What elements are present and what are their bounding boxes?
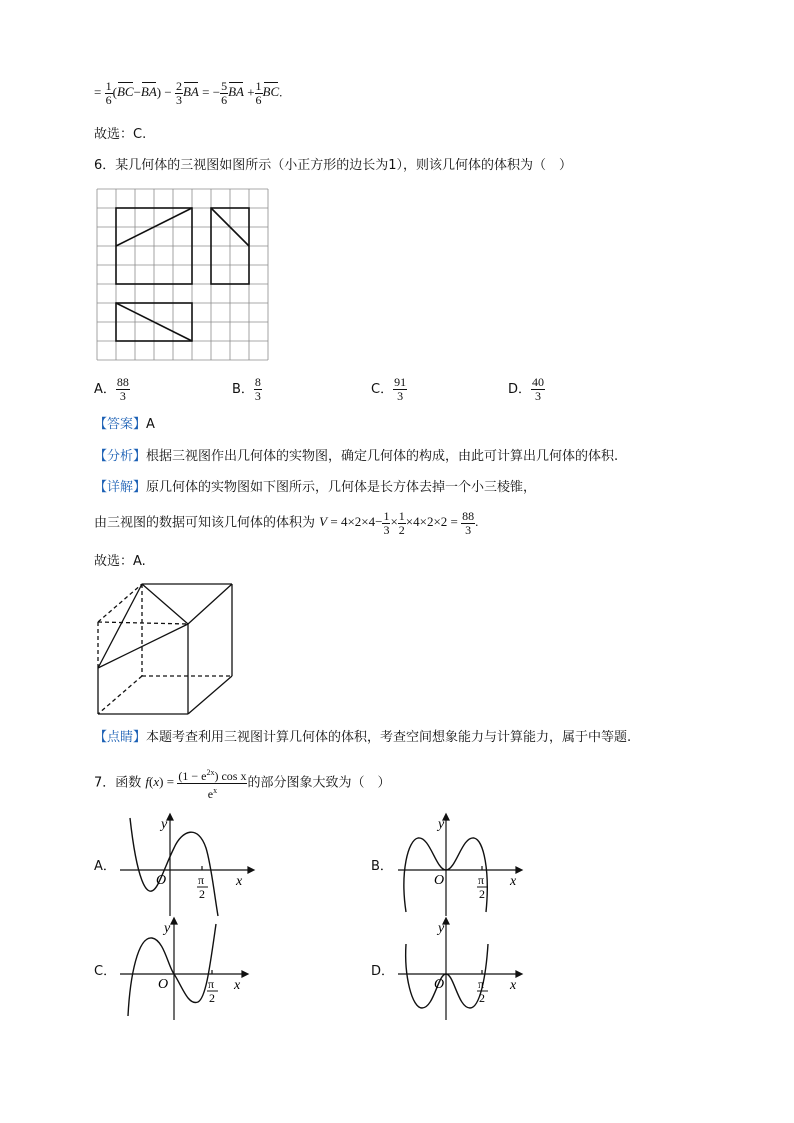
y-axis-label: y <box>164 921 171 936</box>
tick-pi: π <box>198 873 205 887</box>
origin-label: O <box>158 977 169 992</box>
vector-equation: = $\frac{1}{6}$ (BC−BA) − $\frac{2}{3}$ BA = − $\frac{5}{6}$ BA + $\frac{1}{6}$ BC. <box>94 79 283 107</box>
vector-ba: BA <box>228 84 244 100</box>
equals-sign: = <box>94 84 102 100</box>
tick-2: 2 <box>209 991 215 1005</box>
y-axis-label: y <box>438 817 445 832</box>
answer-line-prev: 故选：C. <box>94 127 147 142</box>
q7-option-a-label: A． <box>94 859 116 874</box>
q6-option-c: C． $\frac{91}{3}$ <box>371 375 407 403</box>
x-axis-label: x <box>236 874 243 889</box>
x-axis-label: x <box>234 978 241 993</box>
vector-ba: BA <box>182 84 199 100</box>
analysis-line: 【分析】根据三视图作出几何体的实物图，确定几何体的构成，由此可计算出几何体的体积. <box>94 449 619 464</box>
tick-pi: π <box>478 977 485 991</box>
origin-label: O <box>156 873 167 888</box>
q7-graph-b[interactable] <box>396 812 536 920</box>
fraction-5-6: $\frac{5}{6}$ <box>221 79 228 107</box>
q7-option-d-label: D． <box>371 964 395 979</box>
fraction-1-6: $\frac{1}{6}$ <box>255 79 262 107</box>
tick-2: 2 <box>479 991 485 1005</box>
volume-formula: V = 4×2×4− $\frac{1}{3}$ × $\frac{1}{2}$ ×4×2×2 = $\frac{88}{3}$ . <box>319 509 479 537</box>
solid-visible-edges <box>98 584 232 714</box>
origin-label: O <box>434 873 445 888</box>
comment-line: 【点睛】本题考查利用三视图计算几何体的体积，考查空间想象能力与计算能力，属于中等题. <box>94 730 632 745</box>
origin-label: O <box>434 977 445 992</box>
tick-pi: π <box>208 977 215 991</box>
fraction-2-3: $\frac{2}{3}$ <box>175 79 182 107</box>
y-axis-label: y <box>438 921 445 936</box>
comment-tag: 【点睛】 <box>94 730 147 745</box>
x-axis-label: x <box>510 874 517 889</box>
vector-bc: BC <box>262 84 280 100</box>
vector-bc: BC <box>116 84 134 100</box>
tick-2: 2 <box>479 887 485 901</box>
answer-tag: 【答案】 <box>94 417 147 432</box>
fraction-1-6: $\frac{1}{6}$ <box>105 79 112 107</box>
grid-lines <box>97 189 268 360</box>
choose-line: 故选：A. <box>94 554 146 569</box>
function-formula: f(x) = $\frac{(1 - e^{2x}) \cos x}{e^x}$ <box>145 768 247 801</box>
answer-line: 【答案】A <box>94 417 155 432</box>
q7-option-c-label: C． <box>94 964 117 979</box>
q7-graph-c[interactable] <box>118 916 258 1024</box>
y-axis-label: y <box>161 817 168 832</box>
question-6-stem: 6．某几何体的三视图如图所示（小正方形的边长为1），则该几何体的体积为（ ） <box>94 158 573 173</box>
q7-option-b-label: B． <box>371 859 393 874</box>
analysis-tag: 【分析】 <box>94 449 147 464</box>
volume-line: 由三视图的数据可知该几何体的体积为 V = 4×2×4− $\frac{1}{3}$ × $\frac{1}{2}$ ×4×2×2 = $\frac{88}{3}$ . <box>94 509 479 537</box>
detail-line: 【详解】原几何体的实物图如下图所示，几何体是长方体去掉一个小三棱锥， <box>94 480 537 495</box>
detail-tag: 【详解】 <box>94 480 147 495</box>
q7-graph-d[interactable] <box>396 916 536 1024</box>
question-7-stem: 7．函数 f(x) = $\frac{(1 - e^{2x}) \cos x}{e^x}$ 的部分图象大致为（ ） <box>94 768 391 801</box>
q6-option-b: B． $\frac{8}{3}$ <box>232 375 261 403</box>
vector-ba: BA <box>140 84 157 100</box>
three-view-grid-figure <box>96 188 272 364</box>
tick-2: 2 <box>199 887 205 901</box>
q6-option-d: D． $\frac{40}{3}$ <box>508 375 545 403</box>
solid-figure <box>92 580 238 718</box>
tick-pi: π <box>478 873 485 887</box>
x-axis-label: x <box>510 978 517 993</box>
q7-graph-a[interactable] <box>118 812 258 920</box>
q6-option-a: A． $\frac{88}{3}$ <box>94 375 129 403</box>
